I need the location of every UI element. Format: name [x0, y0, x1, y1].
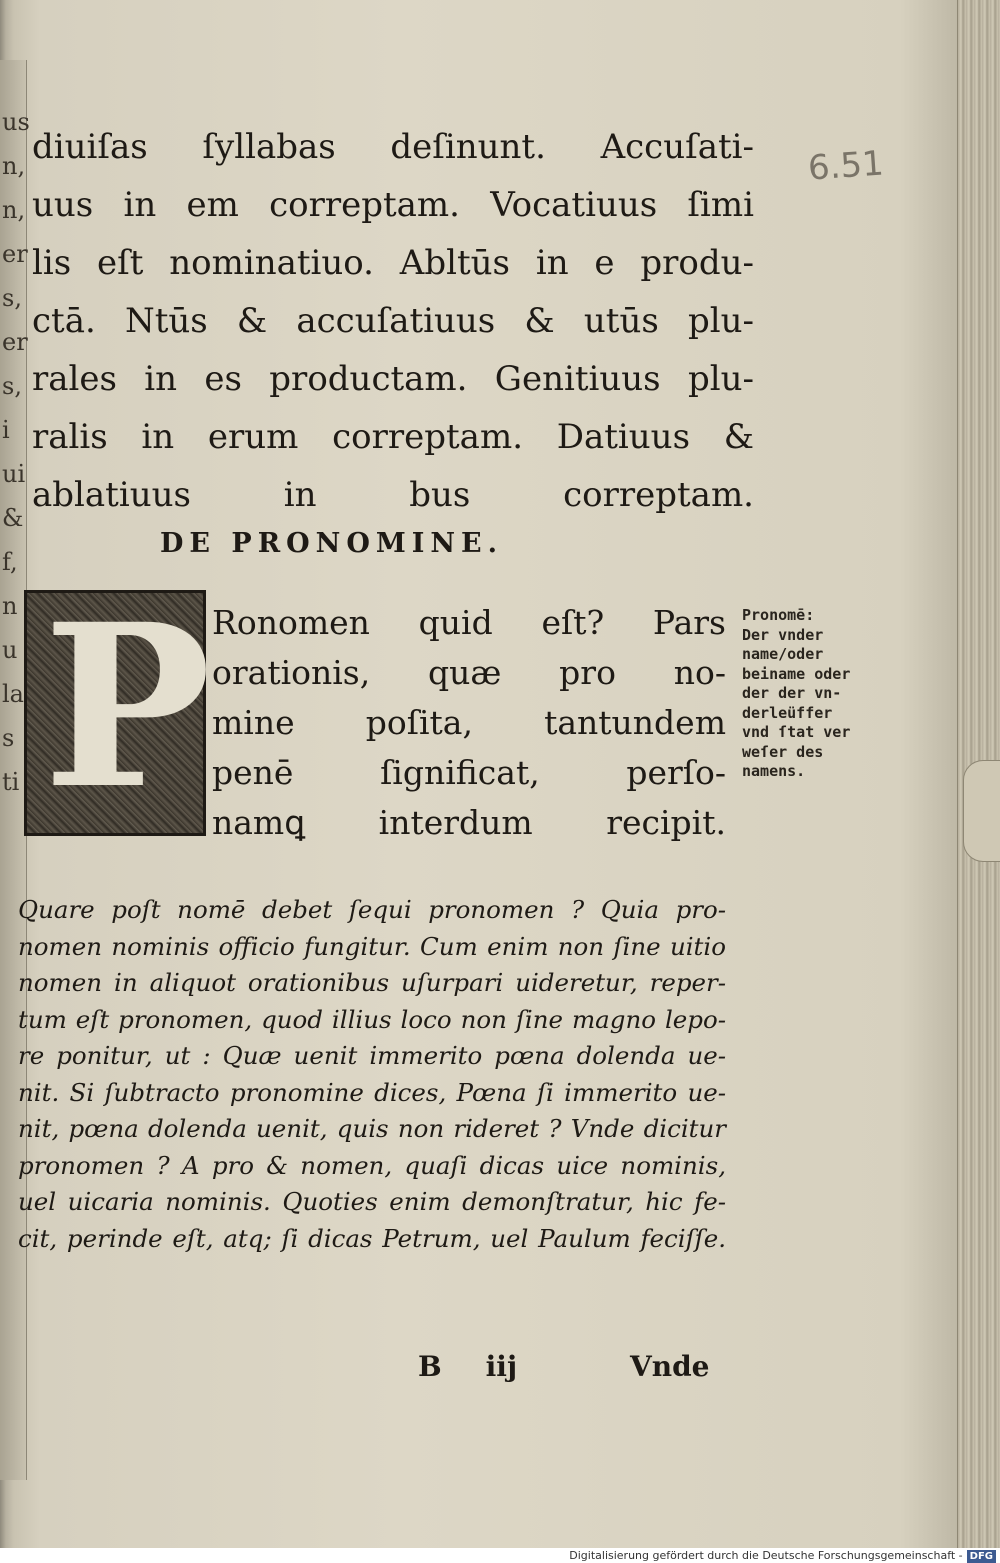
- paragraph-line: uus in em correptam. Vocatiuus ſimi: [32, 185, 754, 225]
- paragraph-line: ablatiuus in bus correptam.: [32, 475, 754, 515]
- paragraph-line: diuiſas ſyllabas deſinunt. Accuſati-: [32, 127, 754, 167]
- commentary-line: pronomen ? A pro & nomen, quaſi dicas uice nominis,: [18, 1150, 726, 1180]
- definition-line: orationis, quæ pro no-: [212, 653, 726, 692]
- previous-page-fragments: [2, 100, 30, 804]
- previous-page-fragment: &: [2, 504, 24, 532]
- catchword: Vnde: [630, 1350, 710, 1383]
- initial-letter: P: [43, 575, 212, 838]
- commentary-line: nomen nominis officio fungitur. Cum enim non ſine uitio: [18, 931, 726, 961]
- commentary-line: nit, pœna dolenda uenit, quis non rideret ? Vnde dicitur: [18, 1114, 726, 1143]
- signature-letter: B: [418, 1350, 442, 1383]
- previous-page-fragment: u: [2, 636, 18, 664]
- gloss-line: vnd ſtat ver: [742, 723, 851, 741]
- previous-page-fragment: s,: [2, 284, 22, 312]
- previous-page-fragment: us: [2, 108, 30, 136]
- definition-line: penē ſignificat, perſo-: [212, 753, 726, 792]
- previous-page-fragment: s,: [2, 372, 22, 400]
- previous-page-fragment: s: [2, 724, 15, 752]
- paragraph-line: ctā. Ntūs & accuſatiuus & utūs plu-: [32, 301, 754, 341]
- dfg-logo: DFG: [967, 1550, 996, 1563]
- commentary-line: re ponitur, ut : Quæ uenit immerito pœna dolenda ue-: [18, 1041, 726, 1070]
- definition-line: mine poſita, tantundem: [212, 703, 726, 742]
- previous-page-fragment: n,: [2, 152, 26, 180]
- margin-gloss: [742, 606, 882, 782]
- previous-page-fragment: ti: [2, 768, 20, 796]
- gloss-line: name/oder: [742, 645, 824, 663]
- paragraph-line: ralis in erum correptam. Datiuus &: [32, 417, 754, 457]
- commentary-line: Quare poſt nomē debet ſequi pronomen ? Quia pro-: [18, 895, 726, 924]
- definition-line: Ronomen quid eſt? Pars: [212, 603, 726, 642]
- footer-text: Digitalisierung gefördert durch die Deutsche Forschungsgemeinschaft -: [569, 1549, 963, 1562]
- previous-page-fragment: ui: [2, 460, 26, 488]
- commentary-text: [18, 892, 726, 1257]
- gloss-line: namens.: [742, 762, 806, 780]
- section-heading: DE PRONOMINE.: [160, 528, 504, 559]
- gloss-line: der der vn-: [742, 684, 842, 702]
- previous-page-fragment: er: [2, 240, 28, 268]
- previous-page-fragment: f,: [2, 548, 18, 576]
- decorated-initial: [24, 575, 212, 838]
- folio-note: 6.51: [806, 143, 886, 189]
- footer-bar: [0, 1548, 1000, 1563]
- previous-page-fragment: er: [2, 328, 28, 356]
- previous-page-fragment: n,: [2, 196, 26, 224]
- gloss-line: weſer des: [742, 742, 824, 761]
- gloss-line: Pronomē:: [742, 606, 815, 624]
- gloss-line: beiname oder: [742, 664, 851, 683]
- gloss-line: derleüffer: [742, 703, 833, 722]
- commentary-line: nit. Si ſubtracto pronomine dices, Pœna ſi immerito ue-: [18, 1077, 726, 1107]
- page-tab: [963, 760, 1000, 862]
- previous-page-fragment: la: [2, 680, 24, 708]
- commentary-line: nomen in aliquot orationibus uſurpari uideretur, reper-: [18, 968, 726, 997]
- previous-page-edge: [0, 60, 30, 1480]
- previous-page-fragment: i: [2, 416, 10, 444]
- gloss-line: Der vnder: [742, 625, 824, 644]
- commentary-line: tum eſt pronomen, quod illius loco non ſine magno lepo-: [18, 1004, 726, 1034]
- signature-mark: [418, 1350, 561, 1383]
- previous-page-fragment: n: [2, 592, 18, 620]
- signature-number: iij: [485, 1350, 518, 1383]
- paragraph-line: rales in es productam. Genitiuus plu-: [32, 359, 754, 399]
- top-paragraph: [32, 118, 754, 524]
- definition-line: namꝗ interdum recipit.: [212, 803, 726, 842]
- commentary-line: uel uicaria nominis. Quoties enim demonſtratur, hic fe-: [18, 1187, 726, 1216]
- definition-text: [212, 598, 726, 848]
- paragraph-line: lis eſt nominatiuo. Abltūs in e produ-: [32, 243, 754, 283]
- commentary-line: cit, perinde eſt, atq; ſi dicas Petrum, uel Paulum feciſſe.: [18, 1223, 726, 1253]
